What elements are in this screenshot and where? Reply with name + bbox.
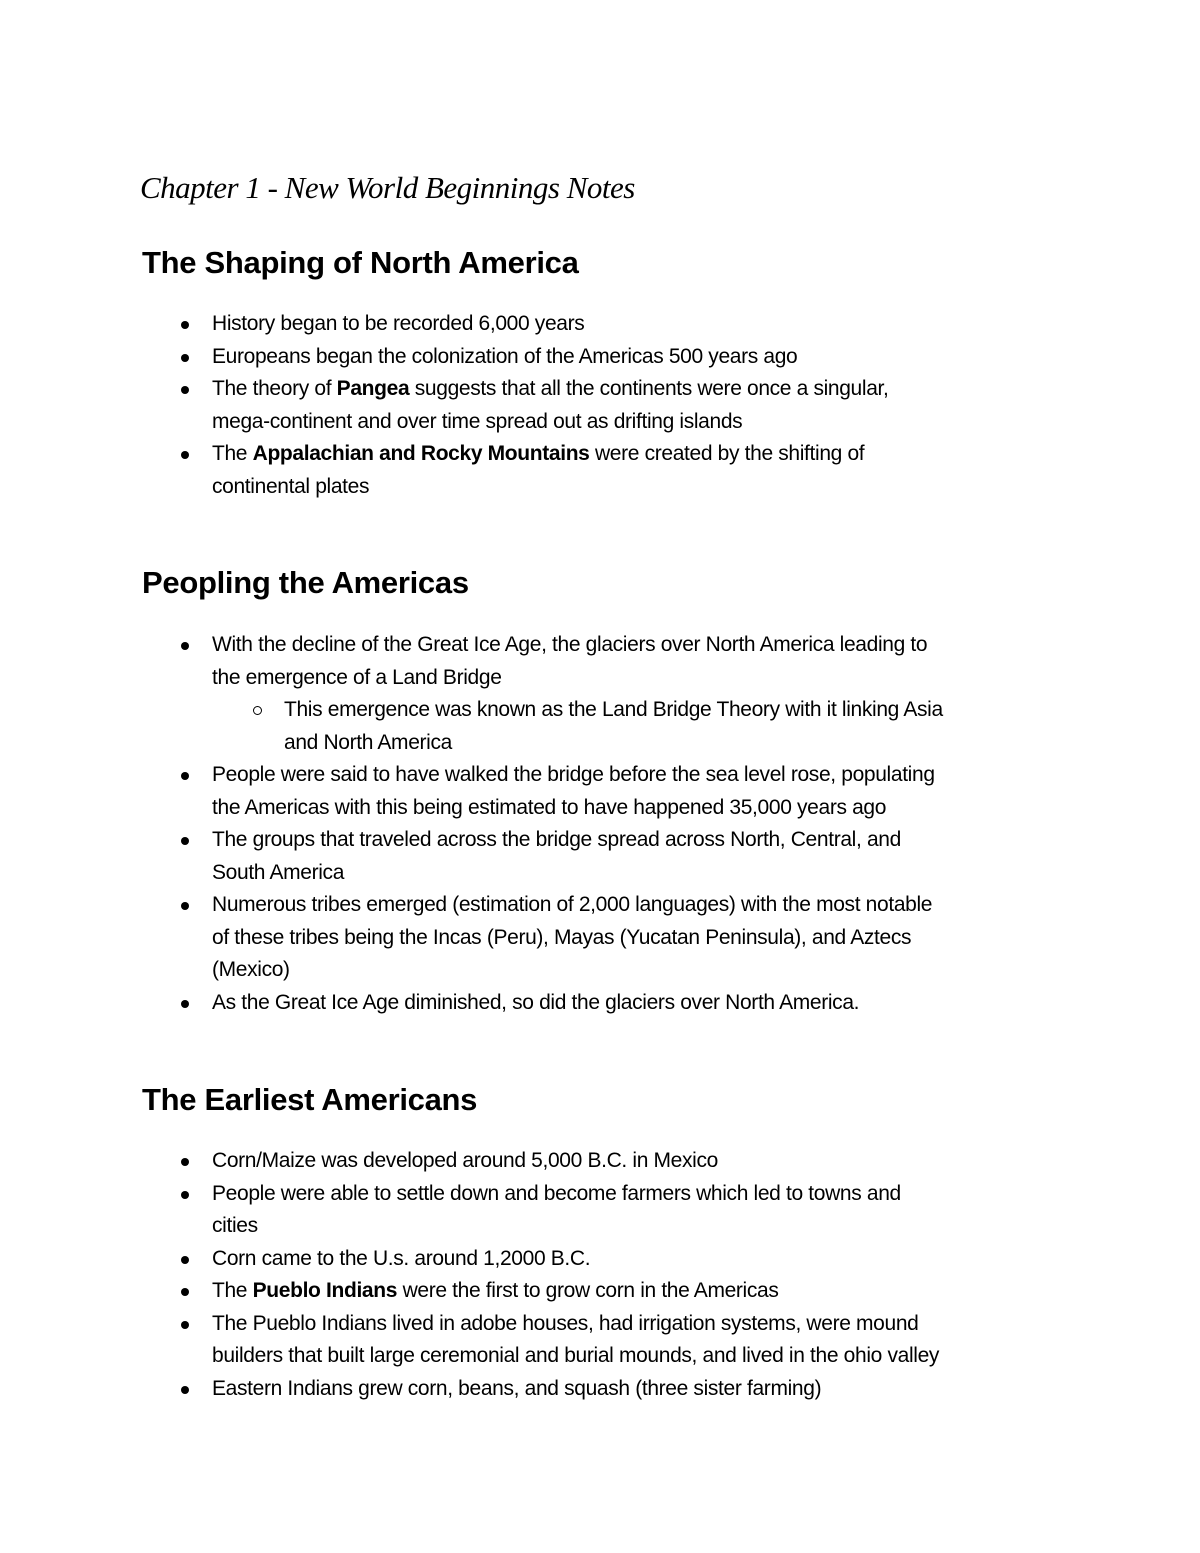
list-item bbox=[0, 889, 1200, 987]
text-line bbox=[0, 1210, 1200, 1243]
text-segment: Numerous tribes emerged (estimation of 2,000 languages) with the most notable bbox=[212, 893, 933, 916]
text-segment: The bbox=[212, 442, 253, 465]
text-segment: cities bbox=[212, 1214, 258, 1237]
text-line bbox=[0, 889, 1200, 922]
bullet-icon bbox=[181, 642, 189, 650]
list-item bbox=[0, 1178, 1200, 1243]
text-line bbox=[0, 629, 1200, 662]
hollow-bullet-icon bbox=[253, 706, 262, 715]
bullet-icon bbox=[181, 1256, 189, 1264]
bullet-icon bbox=[181, 451, 189, 459]
text-segment: Corn/Maize was developed around 5,000 B.C. in Mexico bbox=[212, 1149, 718, 1172]
text-line bbox=[0, 1178, 1200, 1211]
bullet-icon bbox=[181, 1386, 189, 1394]
list-item bbox=[0, 1308, 1200, 1373]
list-item bbox=[0, 1145, 1200, 1178]
text-line bbox=[0, 759, 1200, 792]
bullet-icon bbox=[181, 837, 189, 845]
list-item bbox=[0, 759, 1200, 824]
bullet-list-peopling bbox=[0, 629, 1200, 1019]
text-line bbox=[0, 1243, 1200, 1276]
text-segment: Corn came to the U.s. around 1,2000 B.C. bbox=[212, 1246, 591, 1270]
bullet-list-earliest bbox=[0, 1145, 1200, 1405]
section-heading-peopling: Peopling the Americas bbox=[142, 565, 469, 600]
text-segment: The Pueblo Indians lived in adobe houses, had irrigation systems, were mound bbox=[212, 1311, 919, 1335]
list-item bbox=[0, 629, 1200, 694]
text-segment: South America bbox=[212, 860, 345, 884]
text-segment: and North America bbox=[284, 730, 452, 754]
text-segment: suggests that all the continents were once a singular, bbox=[409, 377, 889, 400]
text-segment: As the Great Ice Age diminished, so did the glaciers over North America. bbox=[212, 990, 860, 1014]
text-line bbox=[0, 471, 1200, 504]
text-line bbox=[0, 406, 1200, 439]
text-segment: The theory of bbox=[212, 377, 337, 400]
text-segment: the emergence of a Land Bridge bbox=[212, 665, 502, 689]
bold-text: Appalachian and Rocky Mountains bbox=[252, 442, 590, 465]
text-line bbox=[0, 1275, 1200, 1308]
text-segment: continental plates bbox=[212, 474, 370, 498]
text-segment: Eastern Indians grew corn, beans, and squash (three sister farming) bbox=[212, 1376, 822, 1400]
text-segment: With the decline of the Great Ice Age, the glaciers over North America leading to bbox=[212, 633, 928, 656]
document-title: Chapter 1 - New World Beginnings Notes bbox=[140, 170, 635, 205]
list-item bbox=[0, 1275, 1200, 1308]
text-segment: People were said to have walked the bridge before the sea level rose, populating bbox=[212, 763, 935, 786]
text-segment: the Americas with this being estimated to have happened 35,000 years ago bbox=[212, 795, 887, 819]
list-item bbox=[0, 987, 1200, 1020]
bullet-list-shaping bbox=[0, 308, 1200, 503]
text-segment: People were able to settle down and become farmers which led to towns and bbox=[212, 1181, 901, 1205]
text-line bbox=[0, 954, 1200, 987]
bullet-icon bbox=[181, 1288, 189, 1296]
text-line bbox=[0, 792, 1200, 825]
text-segment: The groups that traveled across the bridge spread across North, Central, and bbox=[212, 828, 901, 851]
bold-text: Pueblo Indians bbox=[252, 1279, 398, 1302]
bullet-icon bbox=[181, 386, 189, 394]
bullet-icon bbox=[181, 1321, 189, 1329]
list-item bbox=[0, 438, 1200, 503]
text-line bbox=[0, 662, 1200, 695]
bold-text: Pangea bbox=[336, 377, 410, 400]
text-segment: (Mexico) bbox=[212, 958, 290, 981]
bullet-icon bbox=[181, 1000, 189, 1008]
text-line bbox=[0, 373, 1200, 406]
text-line bbox=[0, 824, 1200, 857]
list-item bbox=[0, 308, 1200, 341]
text-segment: of these tribes being the Incas (Peru), Mayas (Yucatan Peninsula), and Aztecs bbox=[212, 925, 912, 949]
bullet-icon bbox=[181, 1191, 189, 1199]
text-line bbox=[0, 1308, 1200, 1341]
text-line bbox=[0, 1373, 1200, 1406]
sub-list-item bbox=[0, 694, 1200, 759]
text-line bbox=[0, 1340, 1200, 1373]
text-line bbox=[0, 1145, 1200, 1178]
text-segment: mega-continent and over time spread out as drifting islands bbox=[212, 409, 743, 433]
text-line bbox=[0, 341, 1200, 374]
text-line bbox=[0, 727, 1200, 760]
text-segment: were the first to grow corn in the Americas bbox=[397, 1279, 779, 1302]
section-heading-shaping: The Shaping of North America bbox=[142, 245, 579, 280]
bullet-icon bbox=[181, 902, 189, 910]
text-segment: builders that built large ceremonial and burial mounds, and lived in the ohio valley bbox=[212, 1344, 940, 1367]
text-segment: The bbox=[212, 1279, 253, 1302]
list-item bbox=[0, 373, 1200, 438]
text-segment: This emergence was known as the Land Bridge Theory with it linking Asia bbox=[284, 698, 943, 721]
list-item bbox=[0, 824, 1200, 889]
section-heading-earliest: The Earliest Americans bbox=[142, 1082, 478, 1117]
list-item bbox=[0, 1243, 1200, 1276]
bullet-icon bbox=[181, 772, 189, 780]
bullet-icon bbox=[181, 354, 189, 362]
list-item bbox=[0, 1373, 1200, 1406]
text-line bbox=[0, 987, 1200, 1020]
text-line bbox=[0, 694, 1200, 727]
text-segment: were created by the shifting of bbox=[589, 442, 865, 465]
text-segment: History began to be recorded 6,000 years bbox=[212, 312, 585, 335]
text-line bbox=[0, 857, 1200, 890]
bullet-icon bbox=[181, 1158, 189, 1166]
list-item bbox=[0, 341, 1200, 374]
text-line bbox=[0, 438, 1200, 471]
bullet-icon bbox=[181, 321, 189, 329]
text-line bbox=[0, 308, 1200, 341]
text-line bbox=[0, 922, 1200, 955]
text-segment: Europeans began the colonization of the Americas 500 years ago bbox=[212, 344, 798, 368]
